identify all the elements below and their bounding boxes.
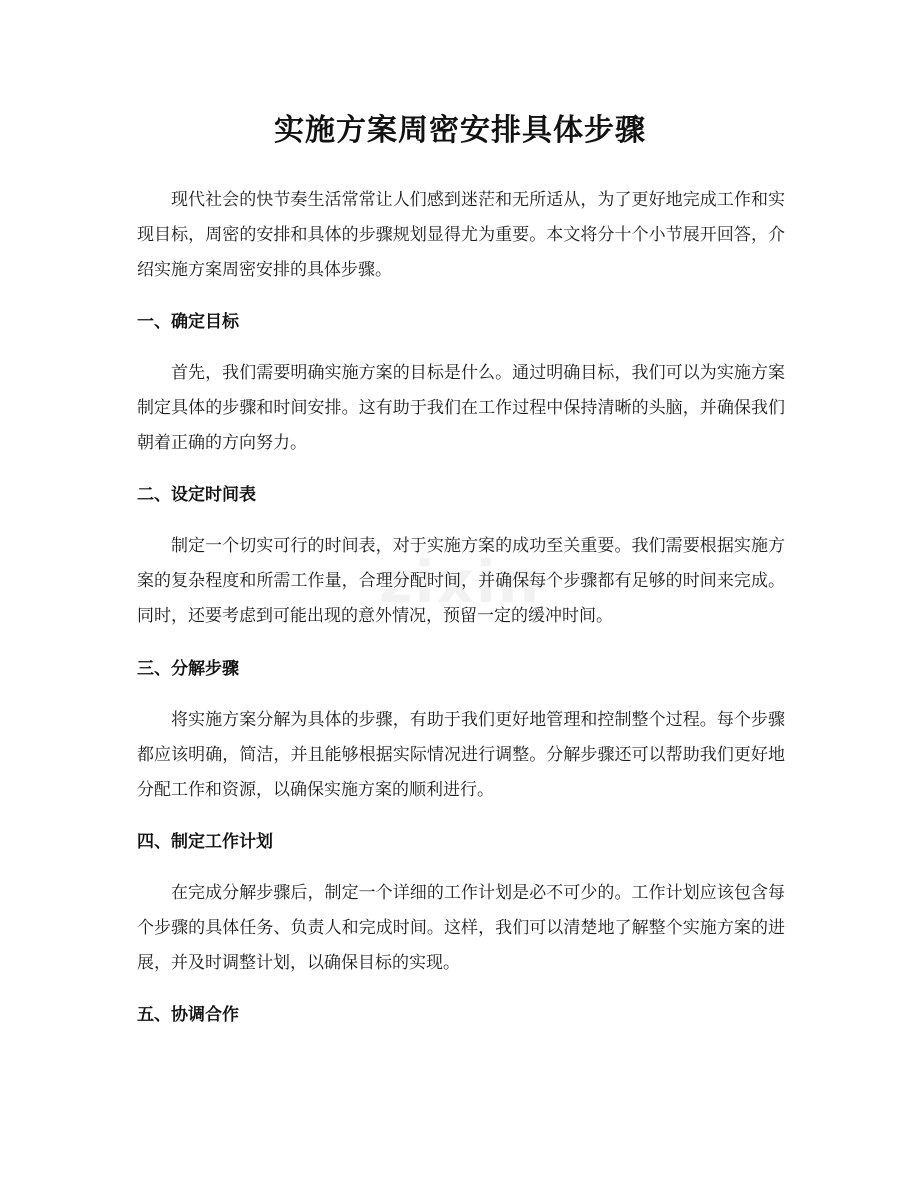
section-heading-5: 五、协调合作: [137, 1005, 239, 1025]
section-body-4: 在完成分解步骤后，制定一个详细的工作计划是必不可少的。工作计划应该包含每个步骤的具体任务、负责人和完成时间。这样，我们可以清楚地了解整个实施方案的进展，并及时调整计划，以确保目标的实现。: [137, 883, 785, 973]
section-body-2: 制定一个切实可行的时间表，对于实施方案的成功至关重要。我们需要根据实施方案的复杂程度和所需工作量，合理分配时间，并确保每个步骤都有足够的时间来完成。同时，还要考虑到可能出现的意外情况，预留一定的缓冲时间。: [137, 536, 785, 626]
section-body-1: 首先，我们需要明确实施方案的目标是什么。通过明确目标，我们可以为实施方案制定具体的步骤和时间安排。这有助于我们在工作过程中保持清晰的头脑，并确保我们朝着正确的方向努力。: [137, 363, 785, 453]
section-heading-3: 三、分解步骤: [137, 659, 239, 679]
section-heading-4: 四、制定工作计划: [137, 832, 273, 852]
section-body-3: 将实施方案分解为具体的步骤，有助于我们更好地管理和控制整个过程。每个步骤都应该明确，简洁，并且能够根据实际情况进行调整。分解步骤还可以帮助我们更好地分配工作和资源，以确保实施方案的顺利进行。: [137, 710, 785, 800]
document-title: 实施方案周密安排具体步骤: [274, 113, 646, 148]
intro-paragraph: 现代社会的快节奏生活常常让人们感到迷茫和无所适从，为了更好地完成工作和实现目标，周密的安排和具体的步骤规划显得尤为重要。本文将分十个小节展开回答，介绍实施方案周密安排的具体步骤。: [137, 190, 785, 280]
section-heading-2: 二、设定时间表: [137, 485, 256, 505]
watermark-logo: zixin: [378, 548, 542, 616]
section-heading-1: 一、确定目标: [137, 312, 239, 332]
